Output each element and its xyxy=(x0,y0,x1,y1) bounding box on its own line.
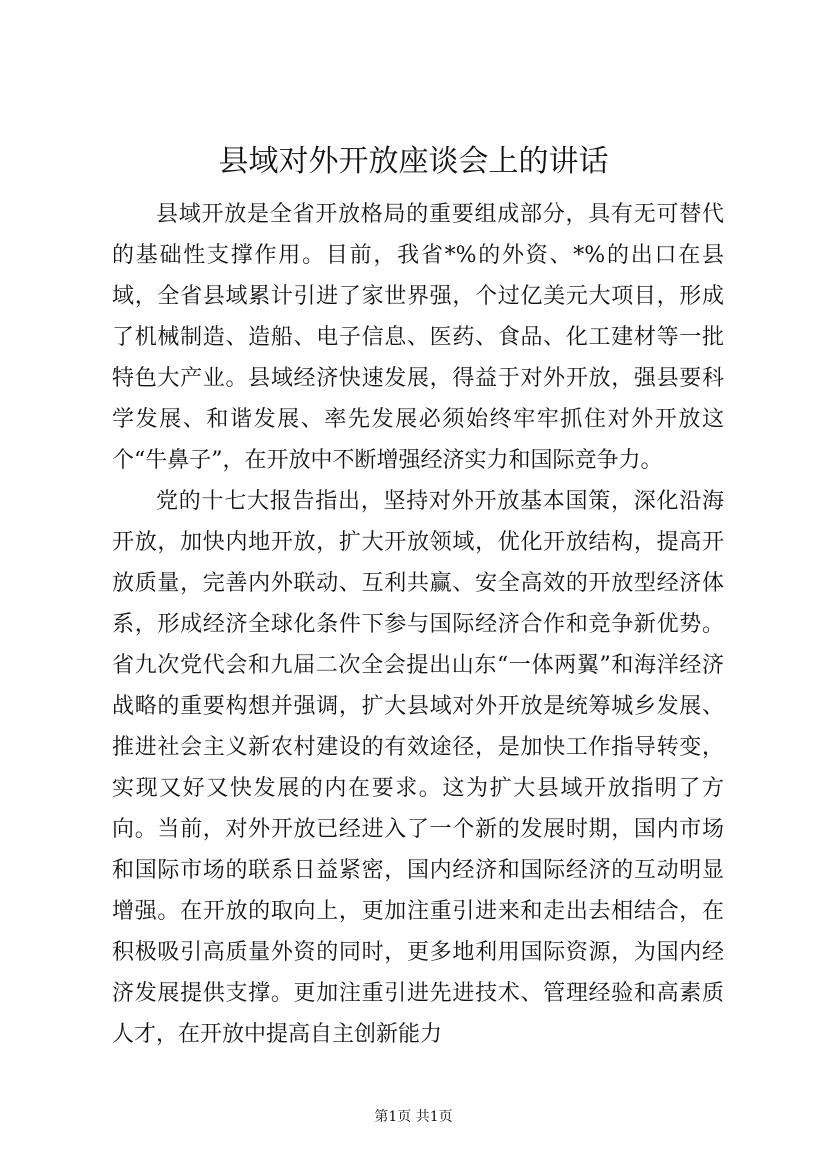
document-title: 县域对外开放座谈会上的讲话 xyxy=(218,144,609,179)
paragraph-2: 党的十七大报告指出，坚持对外开放基本国策，深化沿海开放，加快内地开放，扩大开放领域，优化开放结构，提高开放质量，完善内外联动、互利共赢、安全高效的开放型经济体系，形成经济全球化条件下参与国际经济合作和竞争新优势。省九次党代会和九届二次全会提出山东“一体两翼”和海洋经济战略的重要构想并强调，扩大县域对外开放是统筹城乡发展、推进社会主义新农村建设的有效途径，是加快工作指导转变，实现又好又快发展的内在要求。这为扩大县域开放指明了方向。当前，对外开放已经进入了一个新的发展时期，国内市场和国际市场的联系日益紧密，国内经济和国际经济的互动明显增强。在开放的取向上，更加注重引进来和走出去相结合，在积极吸引高质量外资的同时，更多地利用国际资源，为国内经济发展提供支撑。更加注重引进先进技术、管理经验和高素质人才，在开放中提高自主创新能力 xyxy=(112,489,724,1047)
page-footer: 第1页 共1页 xyxy=(374,1109,453,1125)
document-body xyxy=(112,194,724,1055)
paragraph-1: 县域开放是全省开放格局的重要组成部分，具有无可替代的基础性支撑作用。目前，我省*%的外资、*%的出口在县域，全省县域累计引进了家世界强，个过亿美元大项目，形成了机械制造、造船、电子信息、医药、食品、化工建材等一批特色大产业。县域经济快速发展，得益于对外开放，强县要科学发展、和谐发展、率先发展必须始终牢牢抓住对外开放这个“牛鼻子”，在开放中不断增强经济实力和国际竞争力。 xyxy=(112,202,724,473)
